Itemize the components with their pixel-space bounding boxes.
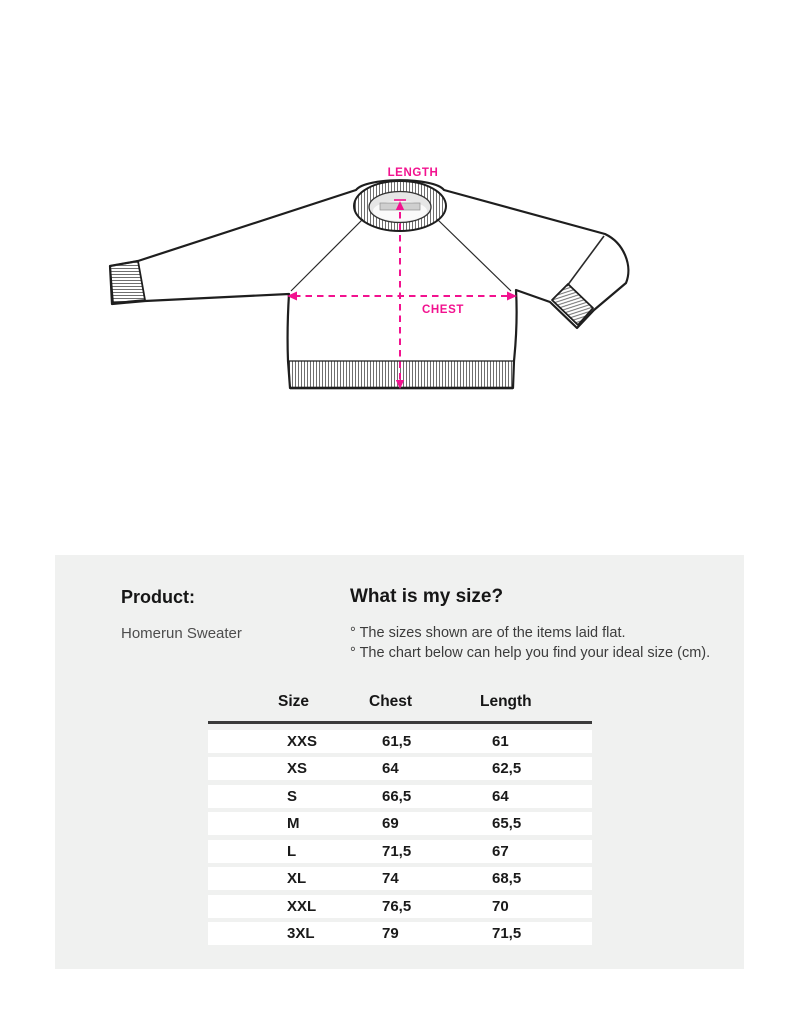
chest-cell: 69 (382, 815, 399, 832)
size-cell: XL (287, 870, 307, 887)
length-cell: 65,5 (492, 815, 522, 832)
column-header-length: Length (480, 693, 532, 710)
chest-cell: 61,5 (382, 732, 412, 750)
size-table-row (208, 895, 592, 918)
length-cell: 62,5 (492, 760, 522, 777)
size-table-row (208, 840, 592, 863)
product-name: Homerun Sweater (121, 625, 242, 642)
size-guide-panel (55, 555, 744, 969)
size-question-heading: What is my size? (350, 586, 504, 607)
chest-cell: 66,5 (382, 787, 412, 805)
size-cell: 3XL (287, 925, 315, 942)
size-note-flat: ° The sizes shown are of the items laid flat. (350, 625, 626, 641)
chest-cell: 74 (382, 870, 399, 887)
size-table-row (208, 812, 592, 835)
left-cuff-rib (110, 261, 145, 303)
length-cell: 64 (492, 787, 509, 805)
size-cell: XXS (287, 732, 318, 750)
size-table-row (208, 785, 592, 808)
size-table (208, 693, 592, 950)
chest-cell: 64 (382, 760, 399, 777)
sweater-diagram (0, 0, 799, 470)
size-cell: XXL (287, 897, 317, 915)
size-table-row (208, 757, 592, 780)
column-header-size: Size (278, 693, 310, 710)
size-table-row (208, 867, 592, 890)
length-cell: 61 (492, 732, 509, 750)
column-header-chest: Chest (369, 693, 413, 710)
length-label: LENGTH (387, 167, 439, 179)
size-note-chart: ° The chart below can help you find your ideal size (cm). (350, 645, 711, 661)
length-cell: 71,5 (492, 925, 522, 942)
size-cell: M (287, 815, 300, 832)
size-table-row (208, 730, 592, 753)
size-cell: XS (287, 760, 308, 777)
length-cell: 68,5 (492, 870, 522, 887)
size-table-header (208, 693, 592, 714)
size-table-row (208, 922, 592, 945)
table-header-rule (208, 721, 592, 724)
product-heading: Product: (121, 587, 195, 607)
chest-cell: 76,5 (382, 897, 412, 915)
chest-cell: 79 (382, 925, 399, 942)
size-notes (350, 623, 710, 663)
size-cell: S (287, 787, 298, 805)
size-cell: L (287, 842, 297, 860)
chest-cell: 71,5 (382, 842, 412, 860)
length-cell: 70 (492, 897, 509, 915)
chest-label: CHEST (422, 304, 464, 316)
length-cell: 67 (492, 842, 509, 860)
size-table-body (208, 730, 592, 946)
